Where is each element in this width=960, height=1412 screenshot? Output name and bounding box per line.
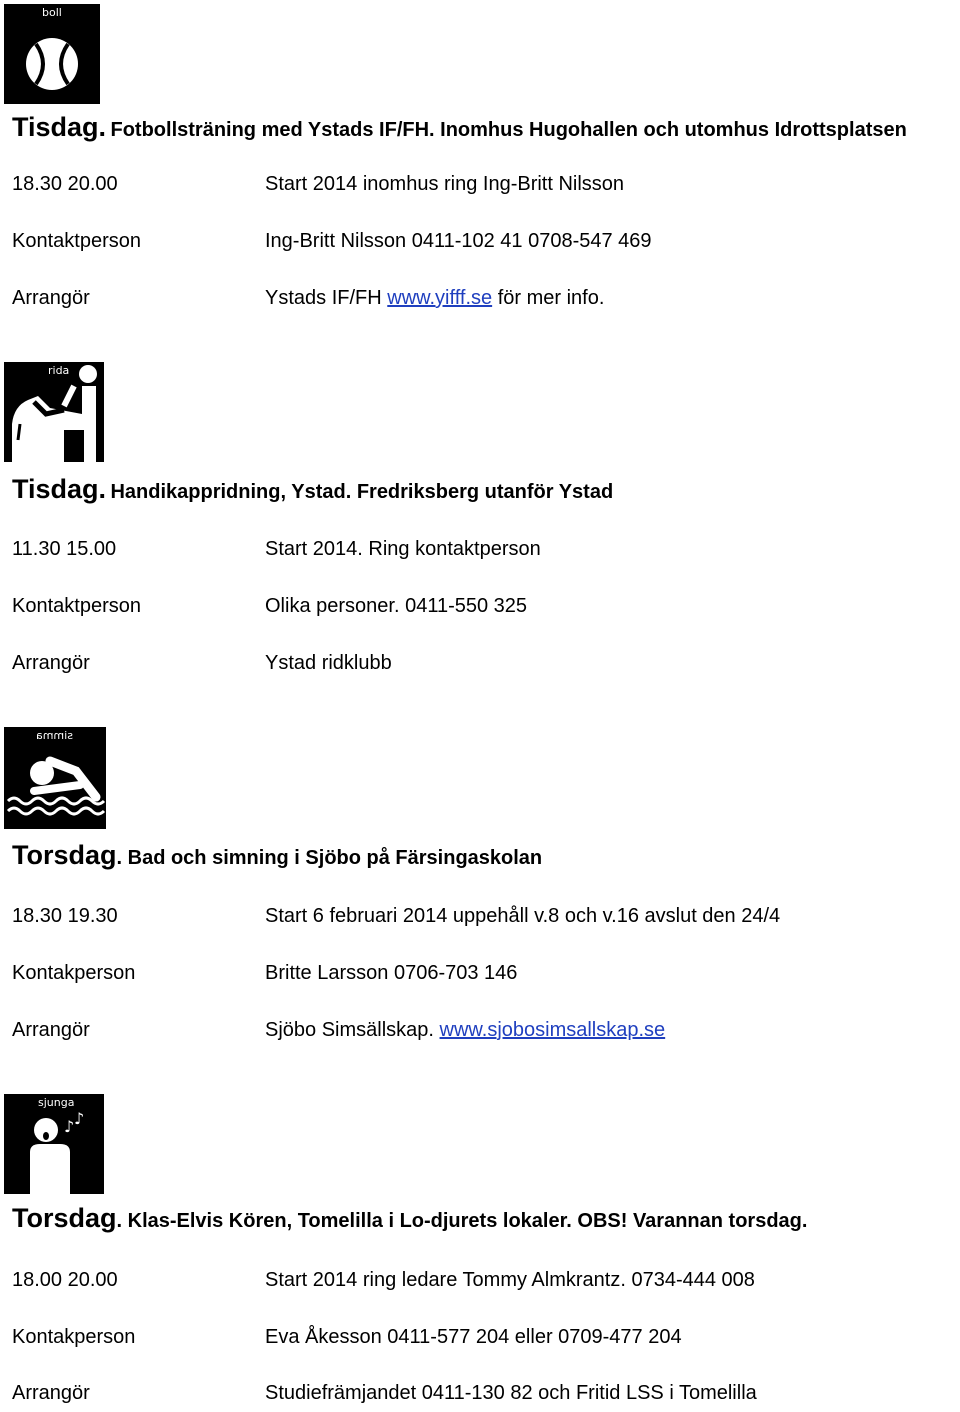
horse-riding-icon	[4, 362, 104, 462]
icon-label: boll	[42, 6, 62, 19]
organizer-key: Arrangör	[12, 1382, 90, 1404]
svg-text:♪: ♪	[74, 1109, 85, 1128]
time-value: Start 2014 ring ledare Tommy Almkrantz. 0734-444 008	[265, 1269, 755, 1291]
organizer-key: Arrangör	[12, 1019, 90, 1041]
organizer-value: Studiefrämjandet 0411-130 82 och Fritid LSS i Tomelilla	[265, 1382, 757, 1404]
contact-key: Kontakperson	[12, 962, 136, 984]
time-value: Start 2014 inomhus ring Ing-Britt Nilsson	[265, 173, 625, 195]
svg-text:♪: ♪	[64, 1117, 75, 1136]
event-day: Torsdag	[12, 840, 117, 870]
organizer-suffix: för mer info.	[497, 287, 605, 309]
time-key: 18.00 20.00	[12, 1269, 118, 1291]
organizer-link[interactable]: www.yifff.se	[387, 287, 493, 309]
event-day: Torsdag	[12, 1203, 117, 1233]
organizer-value	[265, 287, 604, 310]
tennis-ball-icon	[4, 4, 100, 104]
time-value: Start 2014. Ring kontaktperson	[265, 538, 541, 560]
organizer-value	[265, 1019, 665, 1042]
organizer-value: Ystad ridklubb	[265, 652, 392, 674]
contact-value: Britte Larsson 0706-703 146	[265, 962, 518, 984]
organizer-key: Arrangör	[12, 652, 90, 674]
organizer-link[interactable]: www.sjobosimsallskap.se	[439, 1019, 666, 1041]
swimming-icon	[4, 727, 106, 829]
icon-label: simma	[36, 729, 73, 742]
event-title: . Bad och simning i Sjöbo på Färsingaskolan	[116, 847, 543, 869]
contact-key: Kontaktperson	[12, 595, 141, 617]
icon-label: rida	[48, 364, 70, 377]
organizer-name: Ystads IF/FH	[265, 287, 382, 309]
time-key: 18.30 20.00	[12, 173, 118, 195]
contact-key: Kontakperson	[12, 1326, 136, 1348]
event-title: Fotbollsträning med Ystads IF/FH. Inomhus Hugohallen och utomhus Idrottsplatsen	[110, 119, 907, 141]
event-title: . Klas-Elvis Kören, Tomelilla i Lo-djurets lokaler. OBS! Varannan torsdag.	[116, 1210, 808, 1232]
contact-value: Ing-Britt Nilsson 0411-102 41 0708-547 469	[265, 230, 652, 252]
event-day: Tisdag.	[12, 474, 107, 504]
organizer-name: Sjöbo Simsällskap.	[265, 1019, 434, 1041]
event-heading	[12, 840, 542, 871]
organizer-key: Arrangör	[12, 287, 90, 309]
contact-value: Eva Åkesson 0411-577 204 eller 0709-477 204	[265, 1326, 682, 1348]
event-heading	[12, 1203, 807, 1234]
time-value: Start 6 februari 2014 uppehåll v.8 och v.16 avslut den 24/4	[265, 905, 781, 927]
event-heading	[12, 112, 907, 143]
event-title: Handikappridning, Ystad. Fredriksberg utanför Ystad	[110, 481, 614, 503]
time-key: 18.30 19.30	[12, 905, 118, 927]
contact-key: Kontaktperson	[12, 230, 141, 252]
icon-label: sjunga	[38, 1096, 75, 1109]
event-day: Tisdag.	[12, 112, 107, 142]
time-key: 11.30 15.00	[12, 538, 117, 560]
event-heading	[12, 474, 613, 505]
singing-icon	[4, 1094, 104, 1194]
contact-value: Olika personer. 0411-550 325	[265, 595, 528, 617]
